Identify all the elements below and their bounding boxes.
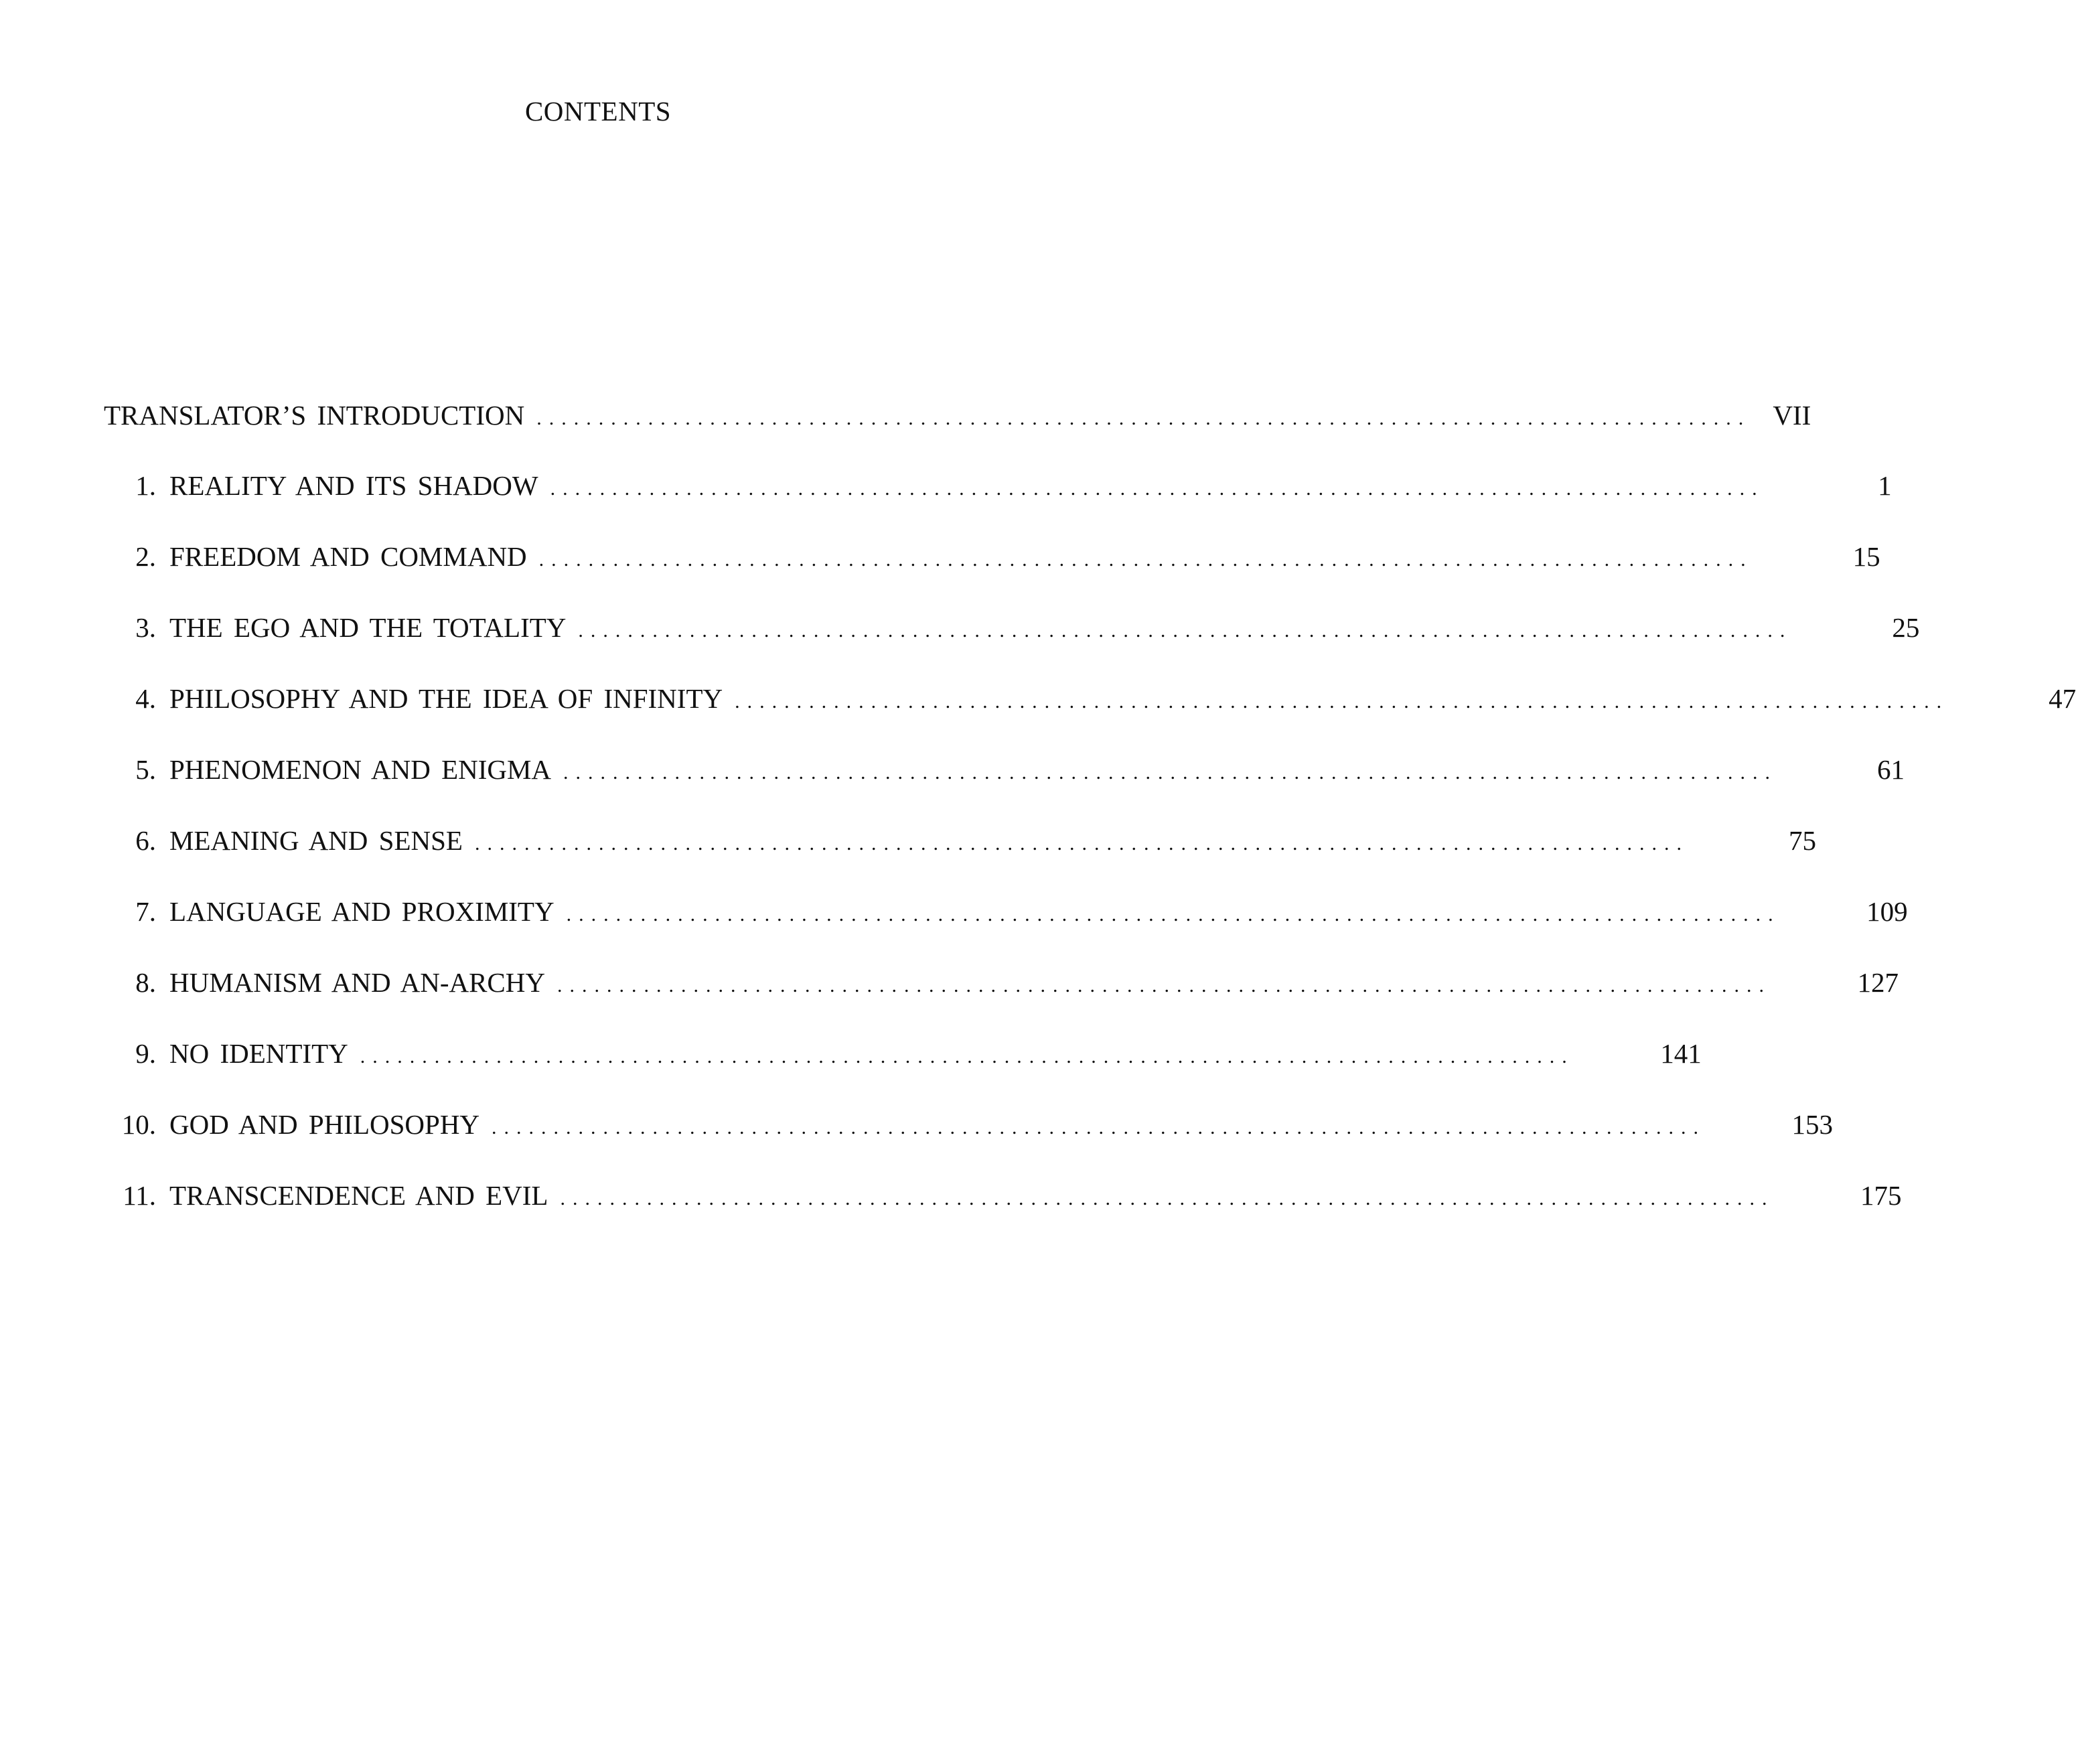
- toc-entry-number: 9.: [135, 1038, 156, 1069]
- toc-entry-title: FREEDOM AND COMMAND: [169, 541, 527, 572]
- toc-entry-title: THE EGO AND THE TOTALITY: [169, 612, 567, 643]
- dot-leader: ..................................................................................................: [560, 1187, 1775, 1209]
- toc-entry-title: REALITY AND ITS SHADOW: [169, 470, 538, 501]
- toc-entry-number: 3.: [135, 612, 156, 643]
- toc-entry-number: 2.: [135, 541, 156, 572]
- toc-entry-page: 175: [1860, 1180, 1902, 1211]
- toc-entry-9[interactable]: [104, 1035, 1702, 1072]
- toc-entry-7[interactable]: [104, 893, 1908, 930]
- dot-leader: ..................................................................................................: [536, 407, 1751, 429]
- toc-entry-number: 4.: [135, 683, 156, 714]
- dot-leader: ..................................................................................................: [563, 761, 1778, 784]
- toc-entry-page: 109: [1866, 896, 1908, 927]
- toc-entry-page: 15: [1852, 541, 1880, 572]
- toc-entry-introduction[interactable]: [104, 396, 1811, 434]
- toc-entry-title: NO IDENTITY: [169, 1038, 348, 1069]
- dot-leader: ..................................................................................................: [360, 1045, 1574, 1068]
- toc-entry-6[interactable]: [104, 822, 1816, 859]
- toc-entry-title: TRANSLATOR’S INTRODUCTION: [104, 400, 525, 431]
- toc-entry-page: 61: [1877, 754, 1905, 785]
- page-title: CONTENTS: [524, 96, 672, 127]
- toc-entry-page: 127: [1857, 967, 1899, 998]
- toc-entry-page: 141: [1660, 1038, 1702, 1069]
- toc-entry-title: PHENOMENON AND ENIGMA: [169, 754, 552, 785]
- toc-entry-title: TRANSCENDENCE AND EVIL: [169, 1180, 548, 1211]
- toc-entry-number: 8.: [135, 967, 156, 998]
- toc-entry-page: 47: [2049, 683, 2076, 714]
- toc-entry-number: 5.: [135, 754, 156, 785]
- toc-entry-title: GOD AND PHILOSOPHY: [169, 1109, 480, 1140]
- dot-leader: ..................................................................................................: [578, 619, 1793, 642]
- dot-leader: ..................................................................................................: [474, 832, 1689, 855]
- toc-entry-number: 10.: [121, 1109, 156, 1140]
- toc-entry-number: 7.: [135, 896, 156, 927]
- dot-leader: ..................................................................................................: [557, 974, 1771, 997]
- dot-leader: ..................................................................................................: [735, 690, 1949, 713]
- toc-entry-page: 25: [1892, 612, 1920, 643]
- toc-entry-page: 1: [1878, 470, 1892, 501]
- toc-entry-page: VII: [1773, 400, 1811, 431]
- toc-entry-8[interactable]: [104, 964, 1899, 1001]
- toc-entry-title: MEANING AND SENSE: [169, 825, 463, 856]
- dot-leader: ..................................................................................................: [566, 903, 1781, 926]
- toc-entry-title: LANGUAGE AND PROXIMITY: [169, 896, 554, 927]
- toc-entry-10[interactable]: [104, 1106, 1834, 1143]
- toc-entry-number: 1.: [135, 470, 156, 501]
- toc-entry-page: 75: [1788, 825, 1816, 856]
- dot-leader: ..................................................................................................: [492, 1116, 1706, 1138]
- toc-entry-11[interactable]: [104, 1177, 1902, 1214]
- toc-entry-5[interactable]: [104, 751, 1905, 788]
- toc-entry-1[interactable]: [104, 467, 1892, 504]
- toc-entry-title: PHILOSOPHY AND THE IDEA OF INFINITY: [169, 683, 723, 714]
- toc-entry-number: 11.: [123, 1180, 156, 1211]
- toc-entry-2[interactable]: [104, 538, 1880, 575]
- toc-entry-title: HUMANISM AND AN-ARCHY: [169, 967, 545, 998]
- dot-leader: ..................................................................................................: [550, 477, 1765, 500]
- toc-entry-number: 6.: [135, 825, 156, 856]
- toc-entry-4[interactable]: [104, 680, 2076, 717]
- toc-entry-3[interactable]: [104, 609, 1920, 646]
- toc-entry-page: 153: [1791, 1109, 1834, 1140]
- dot-leader: ..................................................................................................: [538, 548, 1753, 571]
